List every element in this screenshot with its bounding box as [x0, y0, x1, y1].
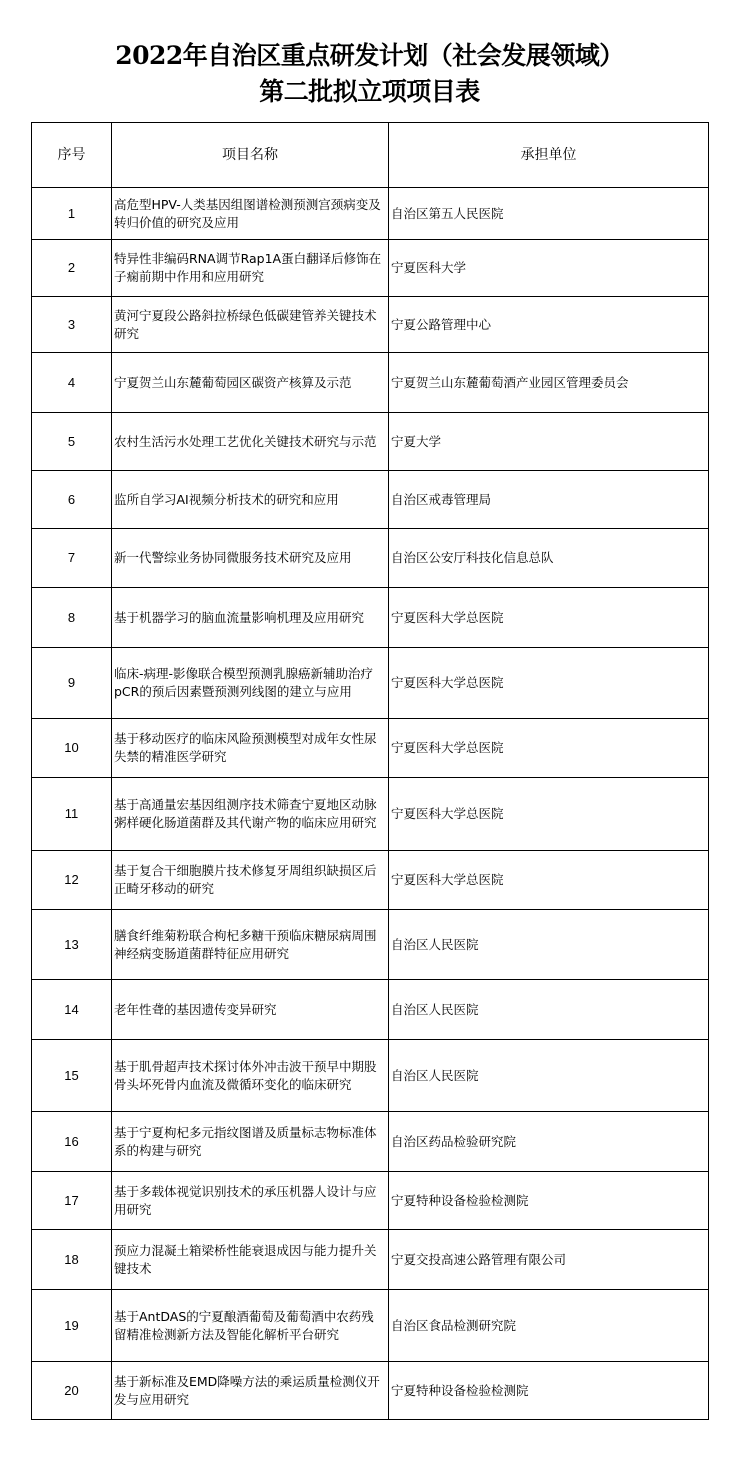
row-project-name: 基于宁夏枸杞多元指纹图谱及质量标志物标准体系的构建与研究: [112, 1112, 389, 1172]
row-responsible-unit: 宁夏特种设备检验检测院: [389, 1362, 709, 1420]
row-project-name: 老年性聋的基因遗传变异研究: [112, 980, 389, 1040]
table-row: [32, 188, 709, 240]
row-responsible-unit: 自治区人民医院: [389, 1040, 709, 1112]
row-serial-number: 2: [32, 240, 112, 297]
row-serial-number: 11: [32, 778, 112, 851]
row-responsible-unit: 自治区人民医院: [389, 980, 709, 1040]
table-row: [32, 1230, 709, 1290]
row-responsible-unit: 自治区第五人民医院: [389, 188, 709, 240]
row-serial-number: 16: [32, 1112, 112, 1172]
row-project-name: 特异性非编码RNA调节Rap1A蛋白翻译后修饰在子痫前期中作用和应用研究: [112, 240, 389, 297]
row-responsible-unit: 宁夏医科大学: [389, 240, 709, 297]
row-responsible-unit: 自治区公安厅科技化信息总队: [389, 529, 709, 588]
row-serial-number: 6: [32, 471, 112, 529]
table-row: [32, 910, 709, 980]
row-serial-number: 9: [32, 648, 112, 719]
row-project-name: 基于复合干细胞膜片技术修复牙周组织缺损区后正畸牙移动的研究: [112, 851, 389, 910]
row-responsible-unit: 自治区人民医院: [389, 910, 709, 980]
row-responsible-unit: 宁夏医科大学总医院: [389, 778, 709, 851]
row-responsible-unit: 自治区食品检测研究院: [389, 1290, 709, 1362]
table-row: [32, 1172, 709, 1230]
table-row: [32, 529, 709, 588]
row-project-name: 基于肌骨超声技术探讨体外冲击波干预早中期股骨头坏死骨内血流及微循环变化的临床研究: [112, 1040, 389, 1112]
row-responsible-unit: 自治区戒毒管理局: [389, 471, 709, 529]
row-project-name: 农村生活污水处理工艺优化关键技术研究与示范: [112, 413, 389, 471]
row-serial-number: 8: [32, 588, 112, 648]
table-row: [32, 1040, 709, 1112]
row-serial-number: 12: [32, 851, 112, 910]
row-project-name: 监所自学习AI视频分析技术的研究和应用: [112, 471, 389, 529]
row-responsible-unit: 宁夏公路管理中心: [389, 297, 709, 353]
row-serial-number: 19: [32, 1290, 112, 1362]
row-project-name: 新一代警综业务协同微服务技术研究及应用: [112, 529, 389, 588]
table-row: [32, 1112, 709, 1172]
table-row: [32, 980, 709, 1040]
row-project-name: 预应力混凝土箱梁桥性能衰退成因与能力提升关键技术: [112, 1230, 389, 1290]
header-project-name: 项目名称: [112, 123, 389, 188]
row-project-name: 基于新标准及EMD降噪方法的乘运质量检测仪开发与应用研究: [112, 1362, 389, 1420]
header-serial-number: 序号: [32, 123, 112, 188]
row-project-name: 宁夏贺兰山东麓葡萄园区碳资产核算及示范: [112, 353, 389, 413]
page-title-line1: 2022年自治区重点研发计划（社会发展领域）: [115, 41, 624, 70]
row-responsible-unit: 宁夏医科大学总医院: [389, 588, 709, 648]
row-responsible-unit: 宁夏交投高速公路管理有限公司: [389, 1230, 709, 1290]
row-serial-number: 13: [32, 910, 112, 980]
row-project-name: 膳食纤维菊粉联合枸杞多糖干预临床糖尿病周围神经病变肠道菌群特征应用研究: [112, 910, 389, 980]
row-responsible-unit: 宁夏大学: [389, 413, 709, 471]
row-project-name: 高危型HPV-人类基因组图谱检测预测宫颈病变及转归价值的研究及应用: [112, 188, 389, 240]
row-responsible-unit: 宁夏特种设备检验检测院: [389, 1172, 709, 1230]
project-table: [31, 122, 709, 1420]
row-project-name: 黄河宁夏段公路斜拉桥绿色低碳建管养关键技术研究: [112, 297, 389, 353]
table-row: [32, 240, 709, 297]
header-responsible-unit: 承担单位: [389, 123, 709, 188]
row-serial-number: 15: [32, 1040, 112, 1112]
row-serial-number: 14: [32, 980, 112, 1040]
row-project-name: 基于高通量宏基因组测序技术筛查宁夏地区动脉粥样硬化肠道菌群及其代谢产物的临床应用研究: [112, 778, 389, 851]
row-serial-number: 17: [32, 1172, 112, 1230]
row-project-name: 基于AntDAS的宁夏酿酒葡萄及葡萄酒中农药残留精准检测新方法及智能化解析平台研究: [112, 1290, 389, 1362]
row-project-name: 基于机器学习的脑血流量影响机理及应用研究: [112, 588, 389, 648]
table-row: [32, 413, 709, 471]
table-row: [32, 471, 709, 529]
row-serial-number: 4: [32, 353, 112, 413]
row-project-name: 临床-病理-影像联合模型预测乳腺癌新辅助治疗pCR的预后因素暨预测列线图的建立与应用: [112, 648, 389, 719]
row-serial-number: 18: [32, 1230, 112, 1290]
table-row: [32, 851, 709, 910]
row-serial-number: 1: [32, 188, 112, 240]
row-responsible-unit: 宁夏医科大学总医院: [389, 648, 709, 719]
table-header-row: [32, 123, 709, 188]
table-row: [32, 297, 709, 353]
table-row: [32, 778, 709, 851]
table-row: [32, 1290, 709, 1362]
row-serial-number: 5: [32, 413, 112, 471]
row-serial-number: 7: [32, 529, 112, 588]
row-project-name: 基于移动医疗的临床风险预测模型对成年女性尿失禁的精准医学研究: [112, 719, 389, 778]
row-serial-number: 10: [32, 719, 112, 778]
row-responsible-unit: 自治区药品检验研究院: [389, 1112, 709, 1172]
table-row: [32, 353, 709, 413]
row-serial-number: 20: [32, 1362, 112, 1420]
page-title-line2: 第二批拟立项项目表: [259, 77, 480, 106]
table-row: [32, 1362, 709, 1420]
row-responsible-unit: 宁夏医科大学总医院: [389, 719, 709, 778]
table-row: [32, 588, 709, 648]
table-row: [32, 719, 709, 778]
table-row: [32, 648, 709, 719]
row-project-name: 基于多载体视觉识别技术的承压机器人设计与应用研究: [112, 1172, 389, 1230]
row-serial-number: 3: [32, 297, 112, 353]
row-responsible-unit: 宁夏医科大学总医院: [389, 851, 709, 910]
row-responsible-unit: 宁夏贺兰山东麓葡萄酒产业园区管理委员会: [389, 353, 709, 413]
